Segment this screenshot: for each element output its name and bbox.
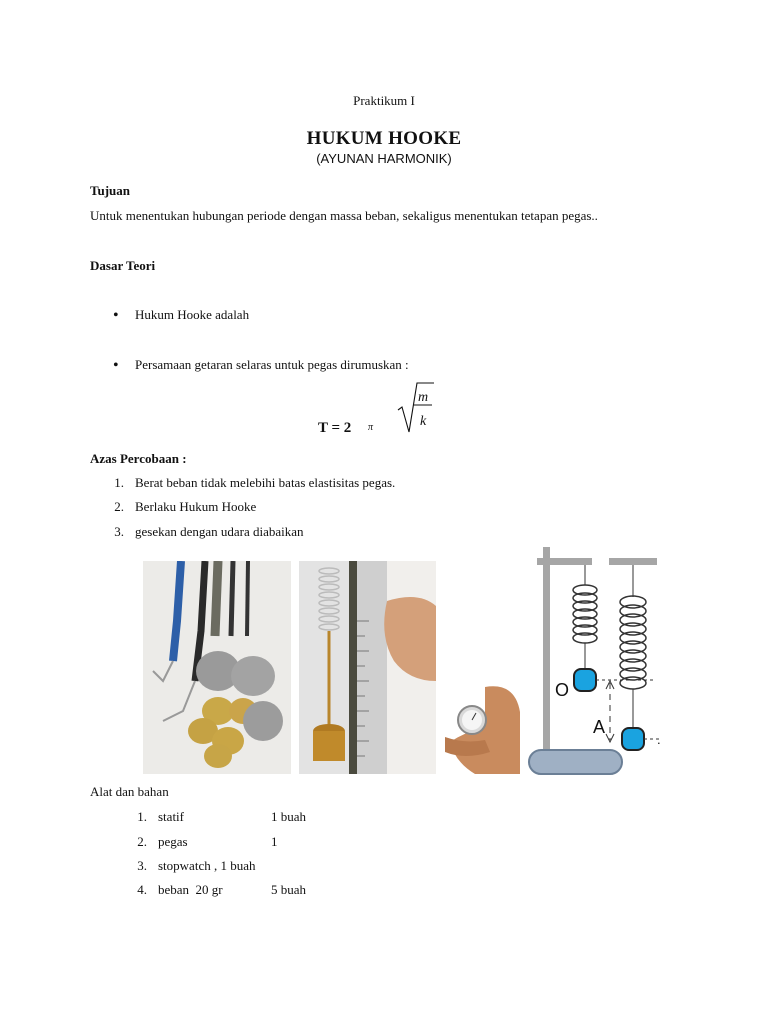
tujuan-text: Untuk menentukan hubungan periode dengan massa beban, sekaligus menentukan tetapan pegas.. [90, 208, 598, 223]
label-a: A [593, 717, 606, 737]
bullet-marker: • [113, 357, 119, 374]
alat-item-name: pegas [158, 834, 188, 849]
formula-pi: π [368, 422, 374, 433]
page-subtitle: (AYUNAN HARMONIK) [316, 151, 452, 166]
azas-heading: Azas Percobaan : [90, 451, 187, 466]
alat-item-qty: 5 buah [271, 882, 307, 897]
spring-ruler-photo [299, 561, 436, 774]
alat-item-name: statif [158, 809, 184, 824]
bullet-hukum-hooke: Hukum Hooke adalah [135, 307, 250, 322]
stopwatch-photo [445, 682, 520, 774]
practicum-label: Praktikum I [353, 93, 415, 108]
azas-num: 1. [114, 475, 124, 490]
springs-weights-photo [143, 561, 291, 774]
alat-heading: Alat dan bahan [90, 784, 169, 799]
alat-num: 3. [137, 858, 147, 873]
azas-item-1: Berat beban tidak melebihi batas elastisitas pegas. [135, 475, 396, 490]
stopwatch-illustration [445, 682, 520, 774]
alat-item-name: stopwatch , 1 buah [158, 858, 256, 873]
bullet-marker: • [113, 307, 119, 324]
sqrt-symbol [396, 380, 436, 436]
formula-denominator: k [420, 414, 427, 429]
azas-item-3: gesekan dengan udara diabaikan [135, 524, 304, 539]
stand-arm [537, 558, 592, 565]
azas-item-2: Berlaku Hukum Hooke [135, 499, 257, 514]
page-title: HUKUM HOOKE [306, 128, 462, 149]
label-o: O [555, 680, 570, 700]
alat-num: 4. [137, 882, 147, 897]
formula-lhs: T = 2 [318, 420, 352, 436]
spring-right [620, 596, 646, 689]
alat-item-qty: 1 buah [271, 809, 307, 824]
dasar-teori-heading: Dasar Teori [90, 258, 156, 273]
springs-weights-illustration [143, 561, 291, 774]
mass-ball-rest [574, 669, 596, 691]
spring-left [573, 585, 597, 643]
alat-num: 1. [137, 809, 147, 824]
label-dot: . [657, 732, 661, 747]
azas-num: 2. [114, 499, 124, 514]
tujuan-heading: Tujuan [90, 183, 130, 198]
stand-base [529, 750, 622, 774]
alat-num: 2. [137, 834, 147, 849]
alat-item-qty: 1 [271, 834, 278, 849]
formula-numerator: m [418, 390, 429, 405]
mass-ball-stretched [622, 728, 644, 750]
azas-num: 3. [114, 524, 124, 539]
alat-item-name: beban 20 gr [158, 882, 223, 897]
stand-pole [543, 547, 550, 752]
spring-ruler-illustration [299, 561, 436, 774]
spring-oscillation-diagram [525, 545, 665, 777]
bullet-persamaan: Persamaan getaran selaras untuk pegas dirumuskan : [135, 357, 409, 372]
stand-arm [609, 558, 657, 565]
